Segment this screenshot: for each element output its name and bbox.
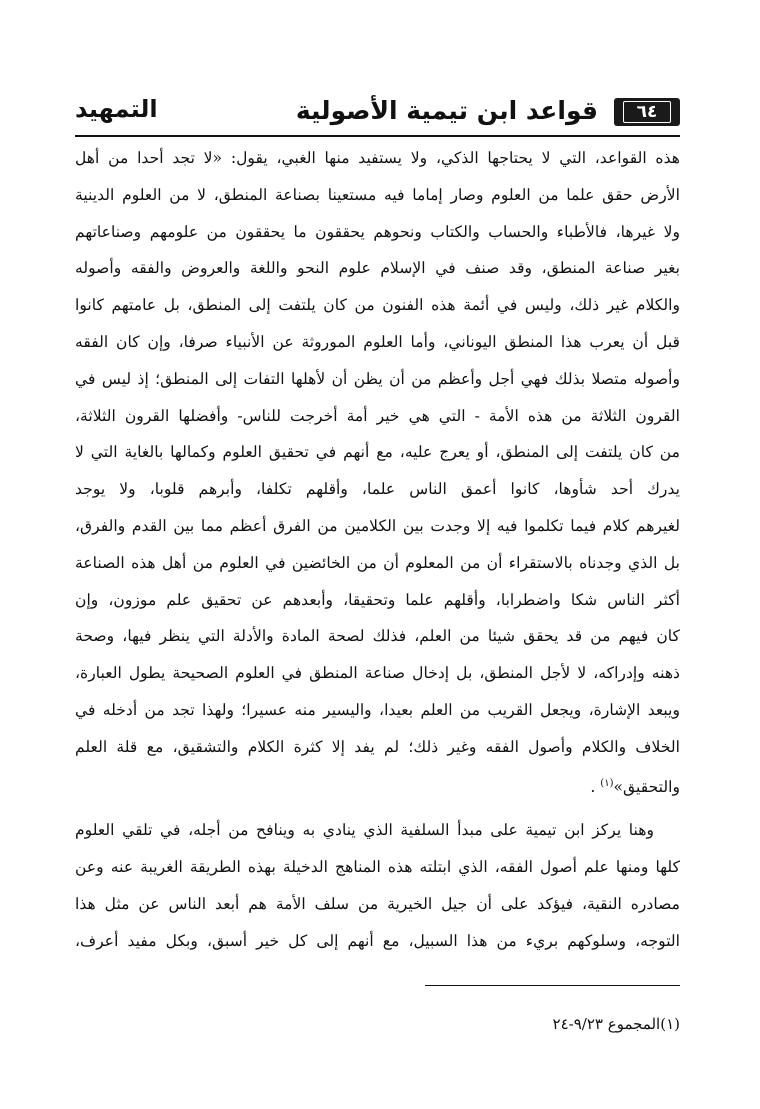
text-line: وهنا يركز ابن تيمية على مبدأ السلفية الذي ينادي به وينافح من أجله، في تلقي العلوم (75, 821, 654, 840)
text-line: مصادره النقية، فيؤكد على أن جيل الخيرية من سلف الأمة هم أبعد الناس عن مثل هذا (75, 894, 680, 913)
paragraph-gap (75, 802, 680, 812)
quote-end-line: والتحقيق»$^{(١)}$ . (590, 777, 680, 796)
text-line: بل الذي وجدناه بالاستقراء أن من المعلوم أن من الخائضين في العلوم من أهل هذه الصناعة (75, 553, 680, 572)
page-number: ٦٤ (623, 101, 671, 123)
text-line: ذهنه وإدراكه، لا لأجل المنطق، بل إدخال صناعة المنطق في العلوم الصحيحة يطول العبارة، (75, 664, 680, 683)
text-line: هذه القواعد، التي لا يحتاجها الذكي، ولا يستفيد منها الغبي، يقول: «لا تجد أحدا من أهل (75, 149, 680, 167)
text-line: والكلام غير ذلك، وليس في أئمة هذه الفنون من كان يلتفت إلى المنطق، بل عامتهم كانوا (75, 296, 680, 315)
text-line: الأرض حقق علما من العلوم وصار إماما فيه مستعينا بصناعة المنطق، لا من العلوم الدينية (75, 185, 680, 204)
text-line: من كان يلتفت إلى المنطق، أو يعرج عليه، مع أنهم في تحقيق العلوم وكمالها بالغاية التي لا (75, 443, 680, 462)
text-line: بغير صناعة المنطق، وقد صنف في الإسلام علوم النحو واللغة والعروض والفقه وأصوله (75, 259, 680, 278)
text-line: قبل أن يعرب هذا المنطق اليوناني، وأما العلوم الموروثة عن الأنبياء صرفا، وإن كان الفقه (75, 332, 680, 351)
text-line: ولا غيرها، فالأطباء والحساب والكتاب ونحوهم يحققون ما يحققون من علومهم وصناعاتهم (75, 222, 680, 241)
text-line: ويبعد الإشارة، ويجعل القريب من العلم بعيدا، واليسير منه عسيرا؛ ولهذا تجد من أدخله في (75, 700, 680, 719)
text-line: يدرك أحد شأوها، كانوا أعمق الناس علما، وأقلهم تكلفا، وأبرهم قلوبا، ولا يوجد (75, 480, 680, 499)
header-divider (75, 135, 680, 137)
main-text (75, 140, 680, 960)
text-line: التوجه، وسلوكهم بريء من هذا السبيل، مع أنهم إلى كل خير أسبق، وبكل مفيد أعرف، (75, 931, 680, 950)
text-line: القرون الثلاثة من هذه الأمة - التي هي خير أمة أخرجت للناس- وأفضلها القرون الثلاثة، (75, 406, 680, 425)
text-line: كان فيهم من قد يحقق شيئا من العلم، فذلك لصحة المادة والأدلة التي ينظر فيها، وصحة (75, 627, 680, 646)
footnote-divider (425, 985, 680, 986)
page-header (75, 92, 680, 134)
text-line: أكثر الناس شكا واضطرابا، وأقلهم علما وتحقيقا، وأبعدهم عن تحقيق علم موزون، وإن (75, 590, 680, 609)
text-line-content: والتحقيق» (613, 777, 680, 796)
text-line: وأصوله متصلا بذلك فهي أجل وأعظم من أن يظن أن لأهلها التفات إلى المنطق؛ إذ ليس في (75, 369, 680, 388)
text-line: الخلاف والكلام وأصول الفقه وغير ذلك؛ لم يفد إلا كثرة الكلام والتشقيق، مع قلة العلم (75, 737, 680, 756)
footnote: (١)المجموع ٩/٢٣-٢٤ (552, 1015, 680, 1033)
text-line: لغيرهم كلام فيما تكلموا فيه إلا وجدت بين الكلامين من الفرق أعظم مما بين القدم والفرق، (75, 516, 680, 535)
footnote-reference: (١) (600, 777, 614, 789)
text-line: كلها ومنها علم أصول الفقه، الذي ابتلته هذه المناهج الدخيلة بهذه الطريقة الغريبة عنه وعن (75, 858, 680, 877)
section-emblem: التمهيد (75, 95, 158, 123)
running-title: قواعد ابن تيمية الأصولية (295, 96, 598, 125)
page-number-badge (614, 98, 680, 126)
